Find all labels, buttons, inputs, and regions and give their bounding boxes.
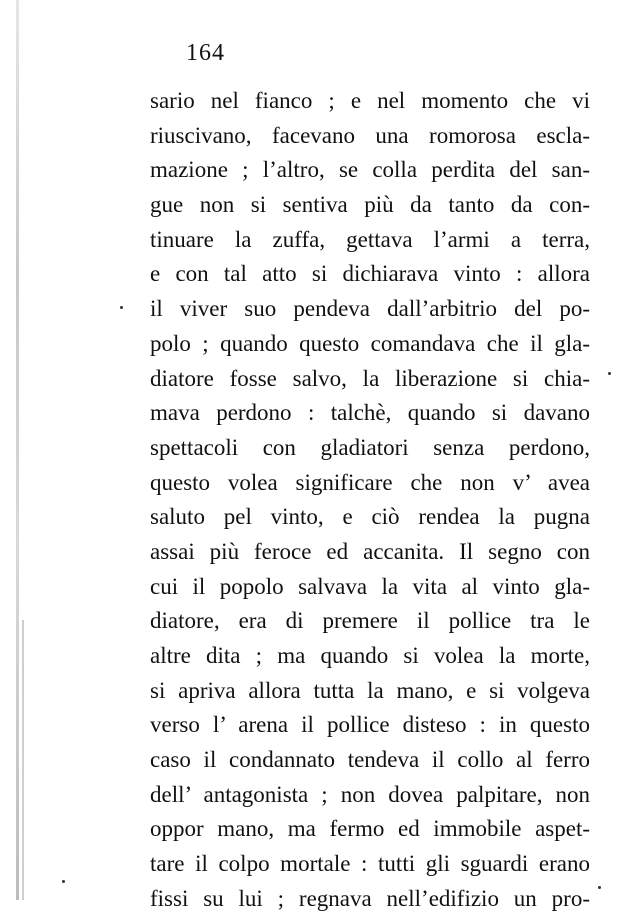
- ink-speck: [598, 886, 601, 889]
- text-line: oppor mano, ma fermo ed immobile aspet-: [150, 816, 590, 842]
- text-line: spettacoli con gladiatori senza perdono,: [150, 434, 590, 460]
- text-line: cui il popolo salvava la vita al vinto gla-: [150, 573, 590, 599]
- text-line: assai più feroce ed accanita. Il segno con: [150, 538, 590, 564]
- page-edge-shadow-lower: [22, 620, 24, 900]
- text-line: questo volea significare che non v’ avea: [150, 469, 590, 495]
- text-line: il viver suo pendeva dall’arbitrio del po-: [150, 296, 590, 322]
- text-line: dell’ antagonista ; non dovea palpitare, non: [150, 781, 590, 807]
- text-line: tinuare la zuffa, gettava l’armi a terra,: [150, 226, 590, 252]
- text-line: altre dita ; ma quando si volea la morte,: [150, 643, 590, 668]
- text-line: e con tal atto si dichiarava vinto : allora: [150, 261, 590, 287]
- text-line: sario nel fianco ; e nel momento che vi: [150, 88, 590, 113]
- ink-speck: [120, 306, 123, 309]
- text-line: mazione ; l’altro, se colla perdita del san-: [150, 157, 590, 183]
- text-line: gue non si sentiva più da tanto da con-: [150, 192, 590, 218]
- ink-speck: [62, 880, 65, 883]
- text-line: diatore fosse salvo, la liberazione si chia-: [150, 365, 590, 391]
- text-line: polo ; quando questo comandava che il gla-: [150, 330, 590, 356]
- text-line: saluto pel vinto, e ciò rendea la pugna: [150, 504, 590, 530]
- text-line: si apriva allora tutta la mano, e si volgeva: [150, 677, 590, 703]
- text-line: caso il condannato tendeva il collo al ferro: [150, 747, 590, 773]
- text-line: verso l’ arena il pollice disteso : in questo: [150, 712, 590, 738]
- text-line: tare il colpo mortale : tutti gli sguardi erano: [150, 851, 590, 877]
- ink-speck: [608, 372, 611, 375]
- body-text: [150, 84, 590, 917]
- page-edge-shadow: [16, 0, 19, 900]
- text-line: fissi su lui ; regnava nell’edifizio un pro-: [150, 885, 590, 911]
- text-line: riuscivano, facevano una romorosa escla-: [150, 122, 590, 148]
- page-number: 164: [186, 40, 225, 66]
- text-line: mava perdono : talchè, quando si davano: [150, 400, 590, 426]
- text-line: diatore, era di premere il pollice tra le: [150, 608, 590, 634]
